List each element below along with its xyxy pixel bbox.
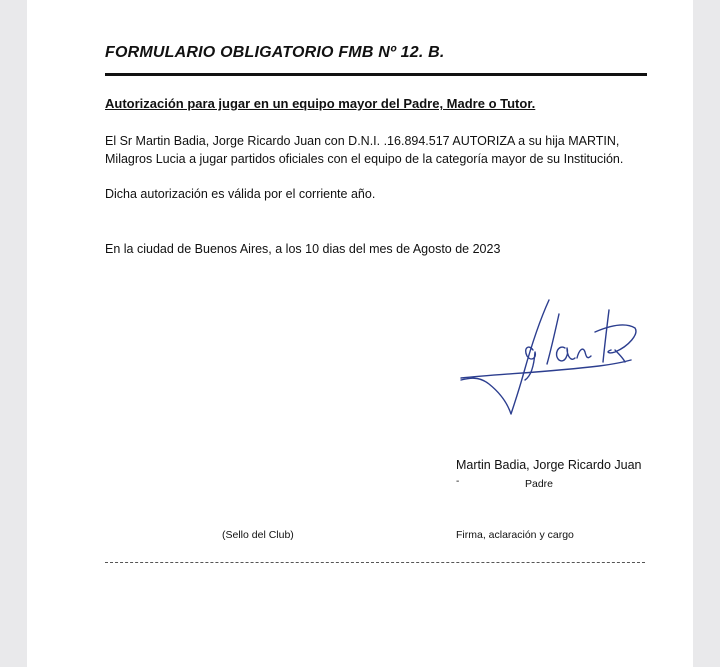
place-date-paragraph: En la ciudad de Buenos Aires, a los 10 dias del mes de Agosto de 2023	[105, 242, 501, 256]
document-page	[27, 0, 693, 667]
title-divider	[105, 73, 647, 76]
club-seal-label: (Sello del Club)	[222, 529, 294, 541]
authorization-paragraph: El Sr Martin Badia, Jorge Ricardo Juan con D.N.I. .16.894.517 AUTORIZA a su hija MARTIN, Milagros Lucia a jugar partidos oficiales con el equipo de la categoría mayor de su Institución.	[105, 134, 624, 166]
signer-name: Martin Badia, Jorge Ricardo Juan	[456, 458, 642, 472]
signer-dash: -	[456, 476, 460, 487]
signer-role: Padre	[525, 478, 554, 490]
authorization-heading: Autorización para jugar en un equipo mayor del Padre, Madre o Tutor.	[105, 96, 536, 111]
handwritten-signature	[439, 292, 639, 422]
form-title: FORMULARIO OBLIGATORIO FMB Nº 12. B.	[105, 44, 445, 61]
cut-line	[105, 562, 645, 563]
signature-caption: Firma, aclaración y cargo	[456, 529, 574, 541]
validity-paragraph: Dicha autorización es válida por el corriente año.	[105, 187, 376, 201]
